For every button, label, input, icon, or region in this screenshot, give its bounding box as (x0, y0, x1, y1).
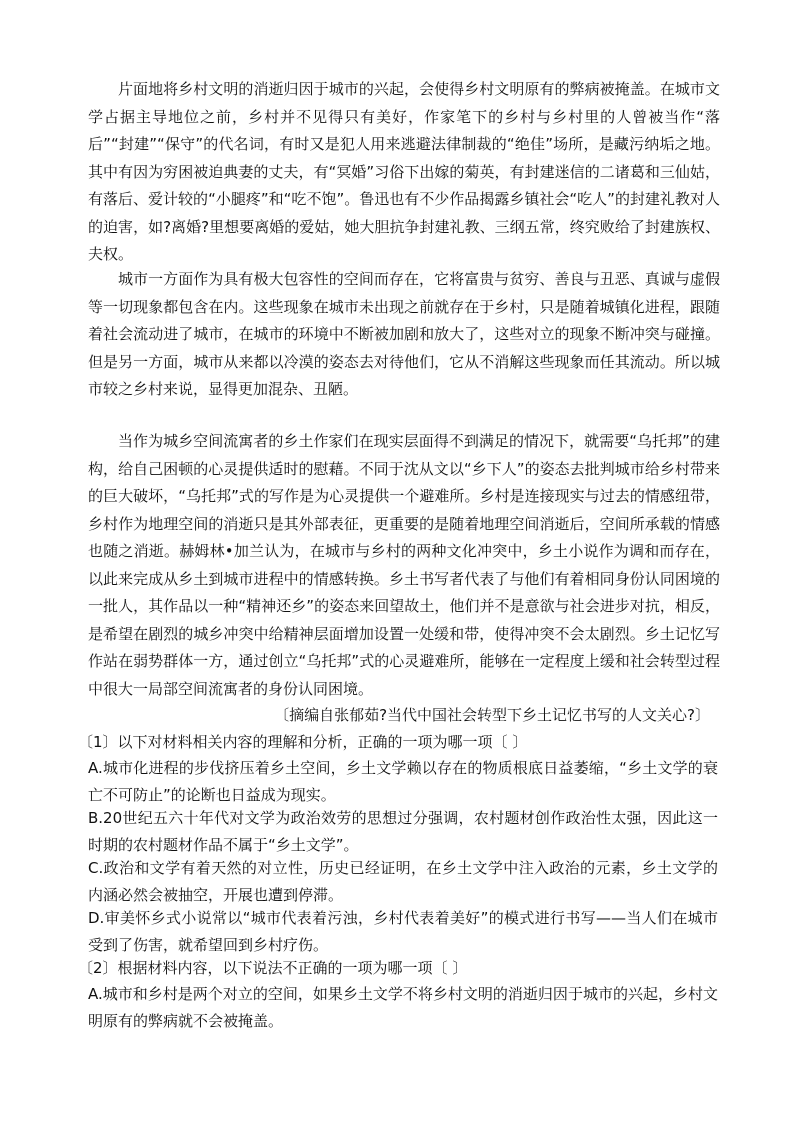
passage-paragraph-1: 片面地将乡村文明的消逝归因于城市的兴起，会使得乡村文明原有的弊病被掩盖。在城市文学占据主导地位之前，乡村并不见得只有美好，作家笔下的乡村与乡村里的人曾被当作“落后”“封建”“保守”的代名词，有时又是犯人用来逃避法律制裁的“绝佳”场所，是藏污纳垢之地。其中有因为穷困被迫典妻的丈夫，有“冥婚”习俗下出嫁的菊英，有封建迷信的二诸葛和三仙姑，有落后、爱计较的“小腿疼”和“吃不饱”。鲁迅也有不少作品揭露乡镇社会“吃人”的封建礼教对人的迫害，如?离婚?里想要离婚的爱姑，她大胆抗争封建礼教、三纲五常，终究败给了封建族权、夫权。 (88, 80, 720, 263)
question-1-option-a: A.城市化进程的步伐挤压着乡土空间，乡土文学赖以存在的物质根底日益萎缩，“乡土文学的衰亡不可防止”的论断也日益成为现实。 (88, 759, 718, 804)
passage-paragraph-2: 城市一方面作为具有极大包容性的空间而存在，它将富贵与贫穷、善良与丑恶、真诚与虚假等一切现象都包含在内。这些现象在城市未出现之前就存在于乡村，只是随着城镇化进程，跟随着社会流动进了城市，在城市的环境中不断被加剧和放大了，这些对立的现象不断冲突与碰撞。但是另一方面，城市从来都以冷漠的姿态去对待他们，它从不消解这些现象而任其流动。所以城市较之乡村来说，显得更加混杂、丑陋。 (88, 270, 720, 398)
question-1-option-d: D.审美怀乡式小说常以“城市代表着污浊，乡村代表着美好”的模式进行书写——当人们在城市受到了伤害，就希望回到乡村疗伤。 (88, 909, 718, 954)
passage-source: 〔摘编自张郁茹?当代中国社会转型下乡土记忆书写的人文关心?〕 (274, 706, 710, 724)
question-1-option-b: B.20世纪五六十年代对文学为政治效劳的思想过分强调，农村题材创作政治性太强，因此这一时期的农村题材作品不属于“乡土文学”。 (88, 809, 718, 854)
question-1-option-c: C.政治和文学有着天然的对立性，历史已经证明，在乡土文学中注入政治的元素，乡土文学的内涵必然会被抽空，开展也遭到停滞。 (88, 859, 718, 904)
question-2-option-a: A.城市和乡村是两个对立的空间，如果乡土文学不将乡村文明的消逝归因于城市的兴起，乡村文明原有的弊病就不会被掩盖。 (88, 985, 718, 1030)
passage-paragraph-3: 当作为城乡空间流寓者的乡土作家们在现实层面得不到满足的情况下，就需要“乌托邦”的建构，给自己困顿的心灵提供适时的慰藉。不同于沈从文以“乡下人”的姿态去批判城市给乡村带来的巨大破坏，“乌托邦”式的写作是为心灵提供一个避难所。乡村是连接现实与过去的情感纽带，乡村作为地理空间的消逝只是其外部表征，更重要的是随着地理空间消逝后，空间所承载的情感也随之消逝。赫姆林•加兰认为，在城市与乡村的两种文化冲突中，乡土小说作为调和而存在，以此来完成从乡土到城市进程中的情感转换。乡土书写者代表了与他们有着相同身份认同困境的一批人，其作品以一种“精神还乡”的姿态来回望故土，他们并不是意欲与社会进步对抗，相反，是希望在剧烈的城乡冲突中给精神层面增加设置一处缓和带，使得冲突不会太剧烈。乡土记忆写作站在弱势群体一方，通过创立“乌托邦”式的心灵避难所，能够在一定程度上缓和社会转型过程中很大一局部空间流寓者的身份认同困境。 (88, 432, 720, 698)
question-2-stem: 〔2〕根据材料内容，以下说法不正确的一项为哪一项〔 〕 (78, 959, 468, 977)
question-1-stem: 〔1〕以下对材料相关内容的理解和分析，正确的一项为哪一项〔 〕 (78, 733, 528, 751)
